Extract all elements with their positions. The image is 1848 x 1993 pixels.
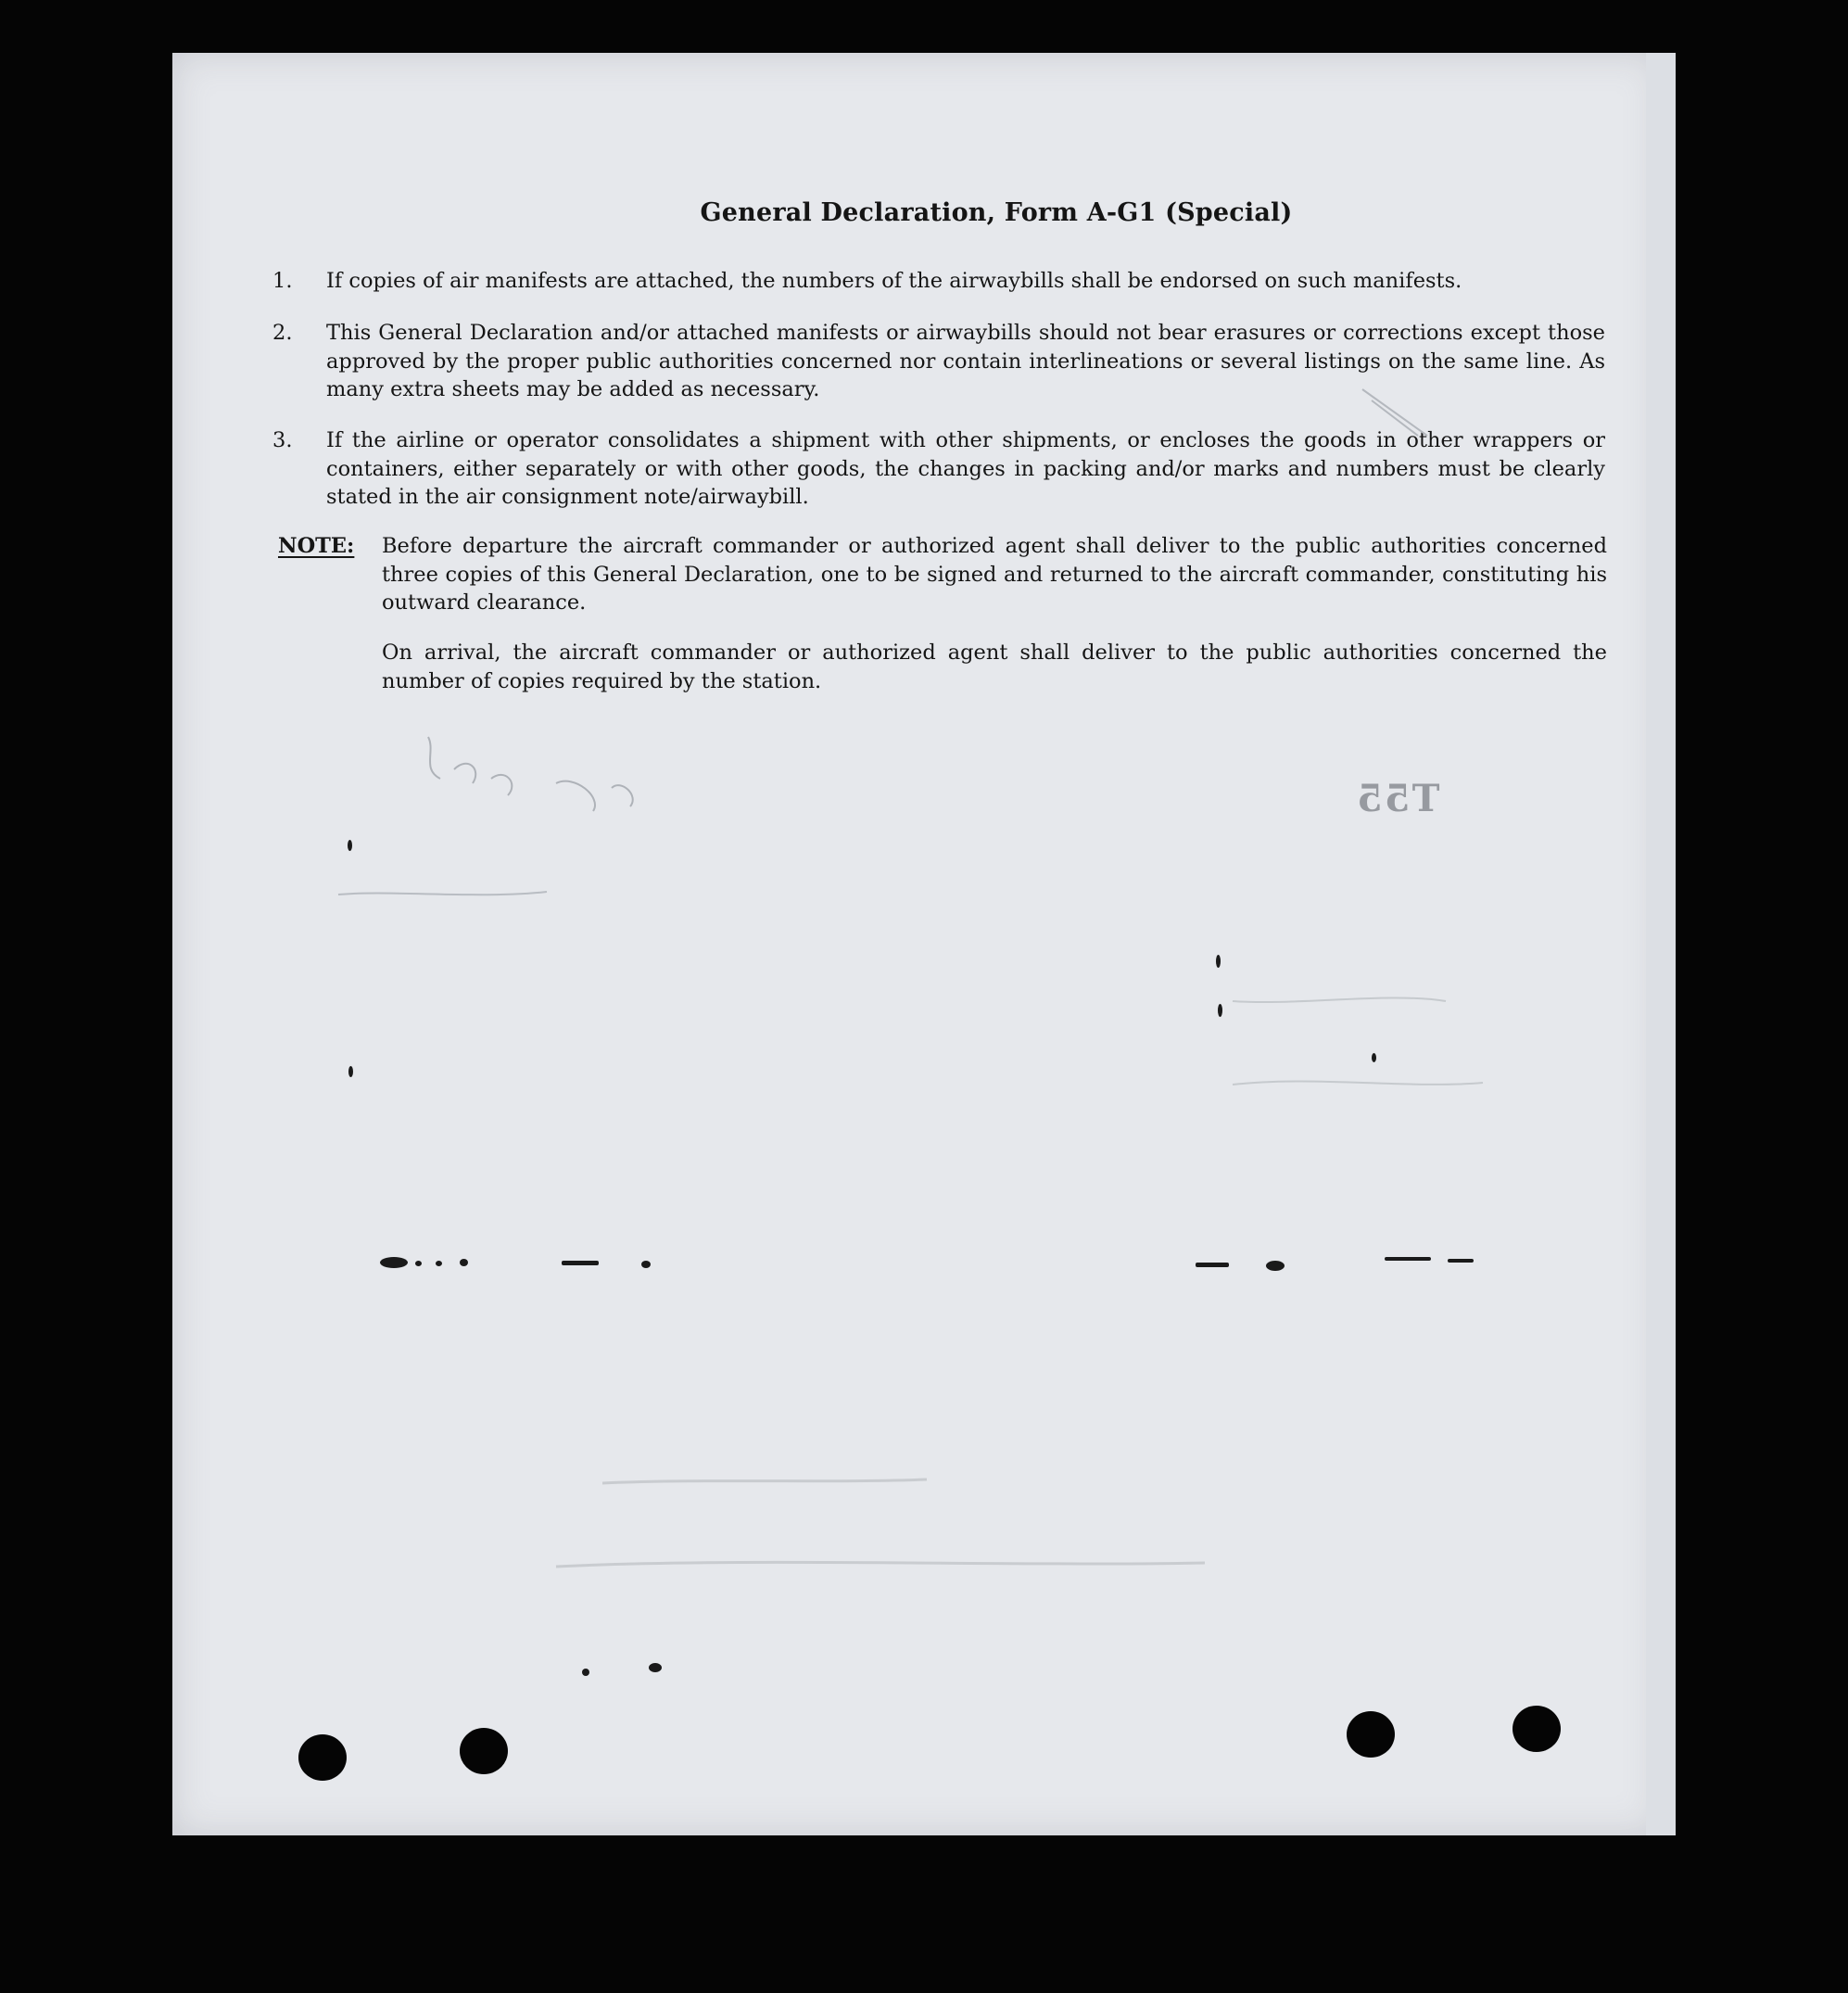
note-paragraph-2: On arrival, the aircraft commander or authorized agent shall deliver to the public authorities concerned the number of copies required by the station. [382,641,1607,693]
punch-hole [1347,1711,1395,1758]
ink-speck [562,1261,599,1265]
ink-speck [1372,1053,1376,1062]
document-title-text: General Declaration, Form A-G1 (Special) [700,198,1293,227]
paper-edge [1646,53,1676,1835]
instruction-item-2 [272,319,1607,408]
ink-speck [1196,1263,1229,1267]
ink-speck [460,1259,468,1266]
instruction-item-1 [272,267,1607,298]
ink-speck [1218,1004,1222,1017]
punch-hole [1513,1706,1561,1752]
ink-speck [1266,1261,1285,1271]
document-title [172,198,1820,227]
ink-speck [582,1669,589,1676]
ink-speck [436,1261,442,1266]
ink-speck [649,1663,662,1672]
item-number: 2. [272,321,293,345]
ink-speck [348,840,352,851]
ink-speck [415,1261,422,1266]
note-label: NOTE: [278,534,355,558]
item-text: This General Declaration and/or attached manifests or airwaybills should not bear erasures or corrections except those approved by the proper public authorities concerned nor contain interlineations or several listings on the same line. As many extra sheets may be added as necessary. [326,321,1605,401]
punch-hole [298,1734,347,1781]
item-text: If the airline or operator consolidates a shipment with other shipments, or encloses the goods in other wrappers or containers, either separately or with other goods, the changes in packing and/or marks and numbers must be clearly stated in the air consignment note/airwaybill. [326,428,1605,509]
ink-speck [1385,1257,1431,1261]
bleed-through-stamp: T55 [1355,777,1440,820]
ink-speck [1216,955,1221,968]
item-number: 3. [272,428,293,452]
ink-speck [380,1257,408,1268]
item-number: 1. [272,269,293,293]
ink-speck [1448,1259,1474,1263]
note-continuation [278,639,1607,698]
note-paragraph-1: Before departure the aircraft commander or authorized agent shall deliver to the public authorities concerned three copies of this General Declaration, one to be signed and returned to the aircraft commander, constituting his outward clearance. [382,534,1607,615]
ink-speck [348,1066,353,1077]
item-text: If copies of air manifests are attached, the numbers of the airwaybills shall be endorsed on such manifests. [326,269,1462,293]
instruction-item-3 [272,426,1607,515]
punch-hole [460,1728,508,1774]
ink-speck [641,1261,651,1268]
note-section [278,532,1607,621]
